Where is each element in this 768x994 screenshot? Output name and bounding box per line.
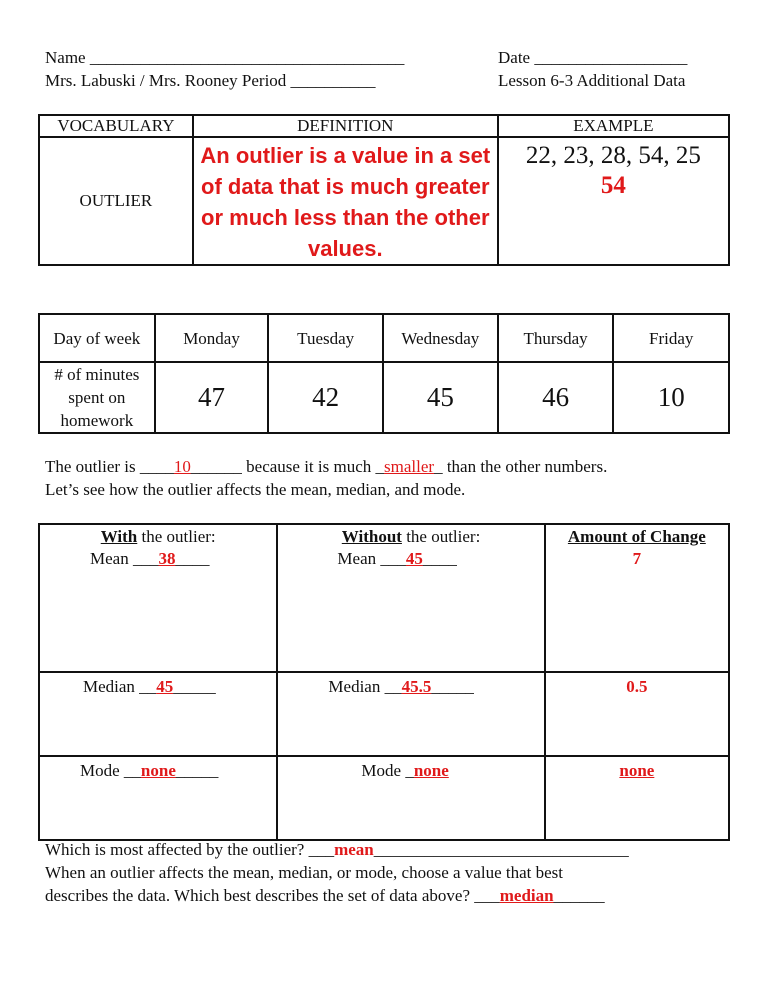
period-blank[interactable]: __________ [290, 71, 376, 90]
vocab-row [39, 137, 729, 265]
q2-tail: ______ [553, 886, 605, 905]
median-without [278, 673, 543, 698]
mode-without-answer[interactable]: none [413, 761, 449, 780]
vocab-header-vocabulary: VOCABULARY [39, 115, 193, 137]
without-header-rest: the outlier: [401, 527, 481, 546]
lesson-title: Lesson 6-3 Additional Data [498, 71, 686, 90]
mean-without-tail: ____ [422, 549, 457, 568]
median-without-tail: _____ [431, 677, 474, 696]
mean-without-answer[interactable]: 45 [405, 549, 423, 568]
change-mode-cell [545, 756, 729, 840]
homework-table [38, 313, 730, 434]
q1-tail: ______________________________ [373, 840, 629, 859]
mean-with-label: Mean ___ [90, 549, 159, 568]
with-outlier-header [40, 525, 276, 548]
date-line [498, 47, 687, 69]
without-header-bold: Without [341, 527, 402, 546]
vocab-definition-cell [193, 137, 498, 265]
outlier-middle: ______ because it is much _ [190, 457, 385, 476]
mean-without [278, 548, 543, 570]
date-label: Date [498, 48, 531, 67]
teacher-line [45, 70, 376, 92]
median-without-answer[interactable]: 45.5 [401, 677, 432, 696]
question-best-line-1: When an outlier affects the mean, median, or mode, choose a value that best [45, 863, 563, 882]
mean-without-label: Mean ___ [337, 549, 406, 568]
mean-change: 7 [632, 549, 642, 568]
vocab-header-row [39, 115, 729, 137]
day-friday: Friday [613, 314, 729, 362]
q1-answer[interactable]: mean [334, 840, 374, 859]
teachers-label: Mrs. Labuski / Mrs. Rooney Period [45, 71, 287, 90]
mode-row [39, 756, 729, 840]
vocab-example-values: 22, 23, 28, 54, 25 [525, 142, 701, 169]
with-outlier-mean-cell [39, 524, 277, 672]
without-outlier-median-cell [277, 672, 544, 756]
question-best-line-2 [45, 884, 605, 907]
day-row-label: Day of week [39, 314, 155, 362]
q1-text: Which is most affected by the outlier? ___ [45, 840, 335, 859]
mode-with [40, 757, 276, 782]
outlier-prefix: The outlier is ____ [45, 457, 174, 476]
without-outlier-mode-cell [277, 756, 544, 840]
intro-sentence: Let’s see how the outlier affects the mean, median, and mode. [45, 480, 466, 499]
with-header-bold: With [100, 527, 138, 546]
minutes-friday: 10 [613, 362, 729, 433]
outlier-sentence [45, 455, 607, 478]
outlier-answer-2[interactable]: smaller [384, 457, 435, 476]
mode-with-answer[interactable]: none [140, 761, 176, 780]
name-label: Name [45, 48, 86, 67]
q2-answer[interactable]: median [499, 886, 554, 905]
minutes-row [39, 362, 729, 433]
minutes-wednesday: 45 [383, 362, 498, 433]
outlier-answer[interactable]: 10 [173, 457, 191, 476]
median-change: 0.5 [626, 677, 648, 696]
mean-with-answer[interactable]: 38 [158, 549, 176, 568]
minutes-tuesday: 42 [268, 362, 383, 433]
minutes-row-label: # of minutes spent on homework [39, 362, 155, 433]
day-monday: Monday [155, 314, 269, 362]
change-header: Amount of Change [567, 527, 706, 546]
median-with-label: Median __ [83, 677, 157, 696]
median-with [40, 673, 276, 698]
mean-row [39, 524, 729, 672]
vocab-header-definition: DEFINITION [193, 115, 498, 137]
date-blank[interactable]: __________________ [534, 48, 688, 67]
mean-with [40, 548, 276, 570]
outlier-suffix: _ than the other numbers. [434, 457, 608, 476]
without-outlier-mean-cell [277, 524, 544, 672]
median-row [39, 672, 729, 756]
day-row [39, 314, 729, 362]
mode-change: none [619, 761, 655, 780]
change-mean-cell [545, 524, 729, 672]
without-outlier-header [278, 525, 543, 548]
day-wednesday: Wednesday [383, 314, 498, 362]
name-line [45, 47, 404, 69]
minutes-monday: 47 [155, 362, 269, 433]
question-most-affected [45, 838, 629, 861]
day-tuesday: Tuesday [268, 314, 383, 362]
minutes-thursday: 46 [498, 362, 614, 433]
name-blank[interactable]: _____________________________________ [89, 48, 405, 67]
vocab-example-cell [498, 137, 729, 265]
median-with-answer[interactable]: 45 [156, 677, 174, 696]
mode-with-tail: _____ [175, 761, 219, 780]
mode-without-label: Mode _ [361, 761, 414, 780]
vocab-example-answer: 54 [600, 172, 626, 199]
stats-table [38, 523, 730, 841]
mode-with-label: Mode __ [80, 761, 141, 780]
median-with-tail: _____ [173, 677, 216, 696]
q2-text: describes the data. Which best describes the set of data above? ___ [45, 886, 500, 905]
with-outlier-median-cell [39, 672, 277, 756]
mode-without [278, 757, 543, 782]
with-header-rest: the outlier: [137, 527, 216, 546]
median-without-label: Median __ [328, 677, 402, 696]
change-median-cell [545, 672, 729, 756]
vocab-term: OUTLIER [39, 137, 193, 265]
mean-with-tail: ____ [175, 549, 210, 568]
vocabulary-table [38, 114, 730, 266]
with-outlier-mode-cell [39, 756, 277, 840]
day-thursday: Thursday [498, 314, 614, 362]
vocab-definition: An outlier is a value in a set of data that is much greater or much less than the other values. [200, 143, 491, 261]
vocab-header-example: EXAMPLE [498, 115, 729, 137]
